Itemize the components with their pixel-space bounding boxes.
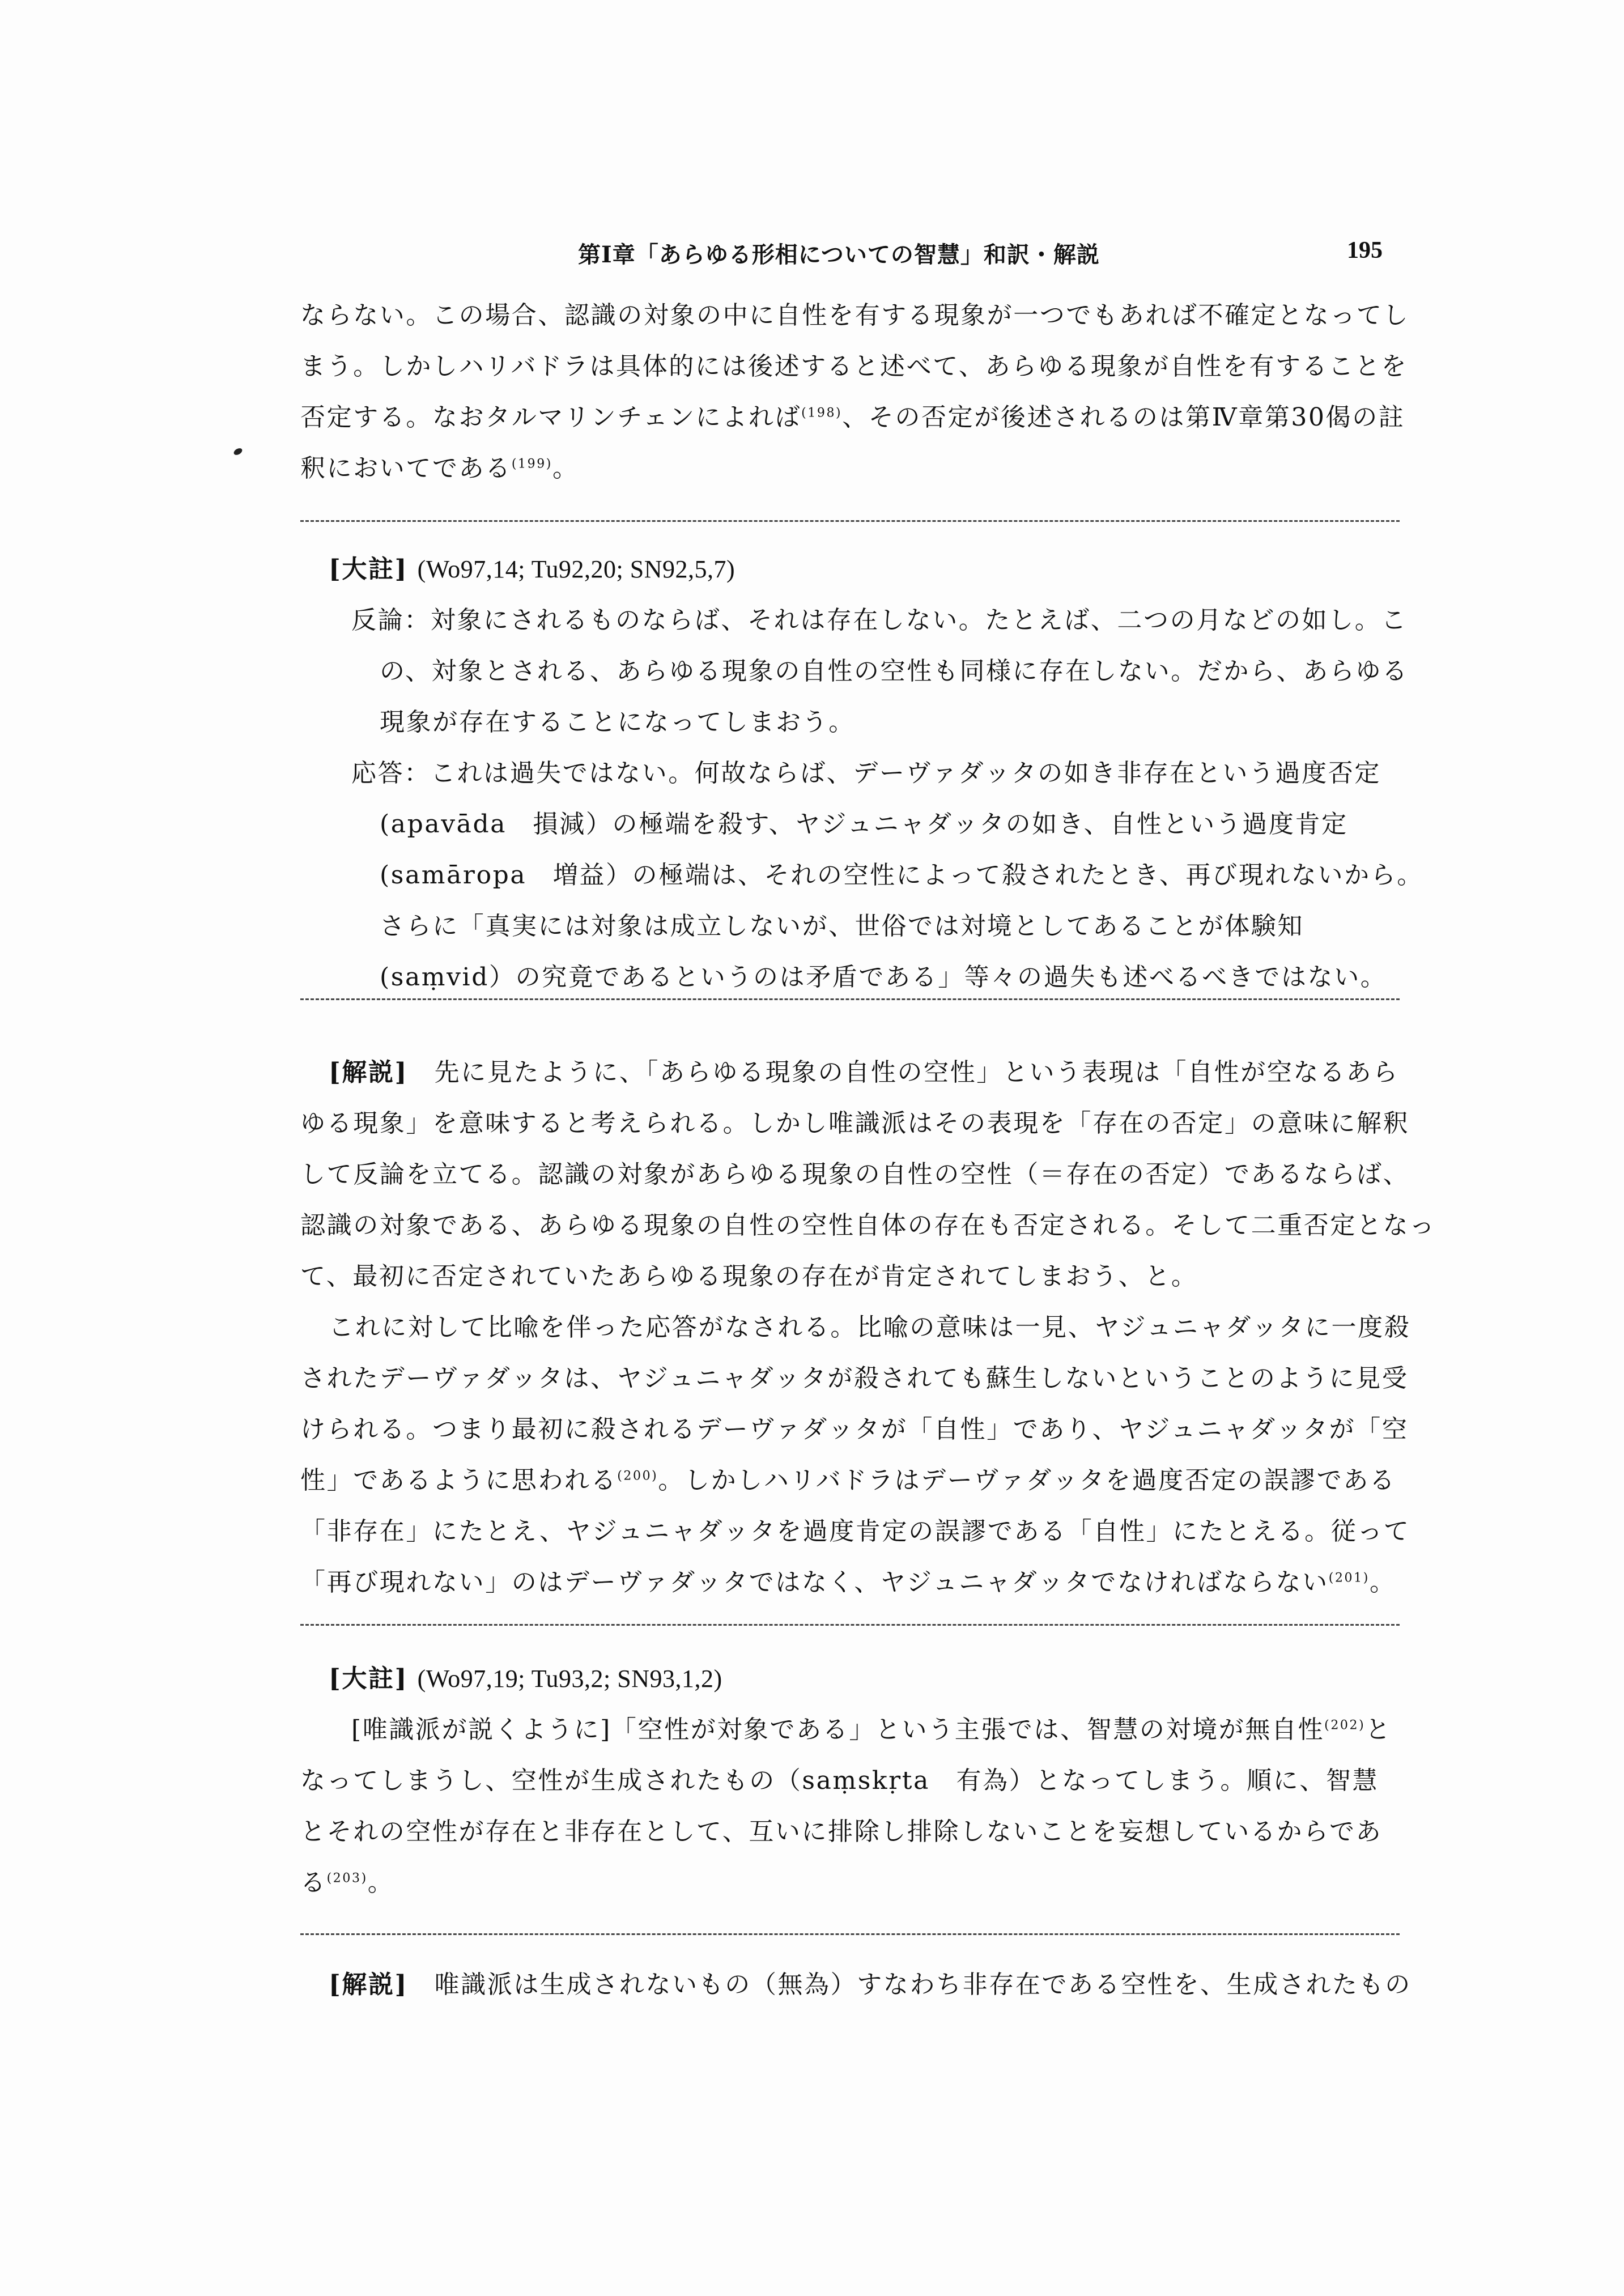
answer-line: (samāropa 増益）の極端は、それの空性によって殺されたとき、再び現れないから。 <box>380 861 1423 890</box>
explanation-label: [解説] <box>329 1058 409 1087</box>
ink-mark <box>233 447 244 457</box>
objection-line: 現象が存在することになってしまおう。 <box>380 708 855 737</box>
commentary-label: [大註] <box>329 1664 409 1693</box>
commentary-block-2 <box>300 1653 1411 1908</box>
text-line: [唯識派が説くように]「空性が対象である」という主張では、智慧の対境が無自性$^{(202)}$と <box>351 1715 1392 1744</box>
section-divider <box>300 520 1400 522</box>
intro-paragraph <box>300 290 1411 494</box>
text-line: とそれの空性が存在と非存在として、互いに排除し排除しないことを妄想しているからであ <box>300 1817 1383 1846</box>
page-number: 195 <box>1347 237 1383 263</box>
text-line: これに対して比喩を伴った応答がなされる。比喩の意味は一見、ヤジュニャダッタに一度殺 <box>329 1313 1411 1342</box>
source-reference: (Wo97,14; Tu92,20; SN92,5,7) <box>417 555 736 583</box>
answer-line: (apavāda 損減）の極端を殺す、ヤジュニャダッタの如き、自性という過度肯定 <box>380 810 1348 839</box>
text-line: 「非存在」にたとえ、ヤジュニャダッタを過度肯定の誤謬である「自性」にたとえる。従って <box>300 1517 1410 1546</box>
explanation-block-2 <box>300 1959 1411 2010</box>
answer-line: (saṃvid）の究竟であるというのは矛盾である」等々の過失も述べるべきではない。 <box>380 963 1387 992</box>
text-line: る$^{(203)}$。 <box>300 1868 394 1897</box>
text-line: 釈においてである$^{(199)}$。 <box>300 454 579 483</box>
text-line: 「再び現れない」のはデーヴァダッタではなく、ヤジュニャダッタでなければならない$^{(201)}$。 <box>300 1568 1396 1597</box>
footnote-ref: (200) <box>617 1469 658 1483</box>
text-line: なってしまうし、空性が生成されたもの（saṃskṛta 有為）となってしまう。順に、智慧 <box>300 1766 1379 1795</box>
explanation-label: [解説] <box>329 1970 409 1999</box>
text-line: けられる。つまり最初に殺されるデーヴァダッタが「自性」であり、ヤジュニャダッタが「空 <box>300 1415 1409 1444</box>
text-line: まう。しかしハリバドラは具体的には後述すると述べて、あらゆる現象が自性を有することを <box>300 352 1408 381</box>
text-line: されたデーヴァダッタは、ヤジュニャダッタが殺されても蘇生しないということのように見受 <box>300 1364 1409 1393</box>
footnote-ref: (198) <box>801 406 843 420</box>
commentary-heading <box>300 544 1411 595</box>
source-reference: (Wo97,19; Tu93,2; SN93,1,2) <box>417 1665 722 1693</box>
answer-line: さらに「真実には対象は成立しないが、世俗では対境としてあることが体験知 <box>380 912 1304 941</box>
text-line: て、最初に否定されていたあらゆる現象の存在が肯定されてしまおう、と。 <box>300 1262 1198 1291</box>
footnote-ref: (201) <box>1328 1571 1370 1585</box>
objection-line: の、対象とされる、あらゆる現象の自性の空性も同様に存在しない。だから、あらゆる <box>380 657 1409 686</box>
text-line: [解説] 唯識派は生成されないもの（無為）すなわち非存在である空性を、生成されたもの <box>329 1970 1412 1999</box>
text-line: 性」であるように思われる$^{(200)}$。しかしハリバドラはデーヴァダッタを過度否定の誤謬である <box>300 1466 1396 1495</box>
section-divider <box>300 1624 1400 1626</box>
footnote-ref: (203) <box>326 1871 368 1886</box>
commentary-heading <box>300 1653 1411 1704</box>
commentary-block-1 <box>300 544 1423 1003</box>
text-line: 否定する。なおタルマリンチェンによれば$^{(198)}$、その否定が後述されるのは第Ⅳ章第30偈の註 <box>300 403 1405 432</box>
text-line: [解説] 先に見たように、「あらゆる現象の自性の空性」という表現は「自性が空なるあら <box>329 1058 1399 1087</box>
section-divider <box>300 1933 1400 1935</box>
text-line: ならない。この場合、認識の対象の中に自性を有する現象が一つでもあれば不確定となってし <box>300 301 1410 330</box>
text-line: して反論を立てる。認識の対象があらゆる現象の自性の空性（＝存在の否定）であるならば、 <box>300 1160 1410 1189</box>
objection-line: 反論：対象にされるものならば、それは存在しない。たとえば、二つの月などの如し。こ <box>351 606 1408 635</box>
footnote-ref: (199) <box>511 457 552 471</box>
section-divider <box>300 998 1400 1000</box>
footnote-ref: (202) <box>1324 1718 1366 1733</box>
text-line: 認識の対象である、あらゆる現象の自性の空性自体の存在も否定される。そして二重否定となっ <box>300 1211 1436 1240</box>
text-line: ゆる現象」を意味すると考えられる。しかし唯識派はその表現を「存在の否定」の意味に解釈 <box>300 1109 1410 1138</box>
running-header <box>578 237 1383 277</box>
chapter-title: 第Ⅰ章「あらゆる形相についての智慧」和訳・解説 <box>578 241 1100 268</box>
explanation-block-1 <box>300 1047 1436 1608</box>
commentary-label: [大註] <box>329 555 409 584</box>
answer-line: 応答：これは過失ではない。何故ならば、デーヴァダッタの如き非存在という過度否定 <box>351 759 1381 788</box>
